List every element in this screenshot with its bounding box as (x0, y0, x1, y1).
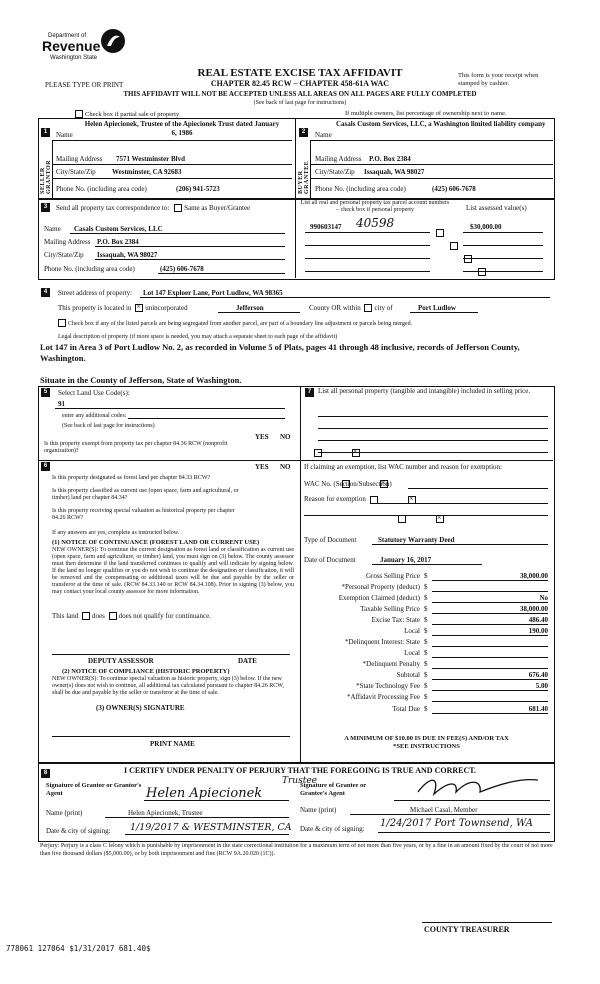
additional-codes-label: enter any additional codes: (62, 413, 127, 419)
seller-city-label: City/State/Zip (56, 168, 96, 176)
grantor-name-print-label: Name (print) (46, 809, 83, 817)
tax-row-currency: $ (424, 572, 428, 580)
grantor-name-print: Helen Apiecionek, Trustee (128, 809, 203, 817)
warning: THIS AFFIDAVIT WILL NOT BE ACCEPTED UNLESS ALL AREAS ON ALL PAGES ARE FULLY COMPLETED (123, 90, 477, 98)
city-name: Port Ludlow (418, 304, 456, 312)
grantor-date-label: Date & city of signing: (46, 827, 111, 835)
tax-row-currency: $ (424, 627, 428, 635)
date-label: DATE (238, 657, 257, 665)
trustee-handwritten: Trustee (282, 776, 317, 786)
historical-question: Is this property receiving special valuation as historical property per chapter 84.26 RCW? (52, 508, 235, 521)
segregated-label: Check box if any of the listed parcels are being segregated from another parcel, are part of a boundary line adjustment or parcels being merged. (68, 321, 413, 327)
parcel-3-personal-checkbox[interactable] (464, 255, 472, 263)
grantee-sig-label: Signature of Grantee or Grantee's Agent (300, 782, 367, 797)
seller-name: Helen Apiecionek, Trustee of the Apiecionek Trust dated January 6, 1986 (84, 120, 280, 137)
tax-row-currency: $ (424, 671, 428, 679)
reason-label: Reason for exemption (304, 495, 366, 503)
owner-signature-label: (3) OWNER(S) SIGNATURE (96, 704, 185, 712)
buyer-mailing: P.O. Box 2384 (369, 155, 411, 163)
partial-sale-label: Check box if partial sale of property (85, 111, 180, 118)
doc-type: Statutory Warranty Deed (378, 536, 455, 544)
buyer-name-label: Name (315, 131, 332, 139)
seller-phone: (206) 941-5723 (176, 185, 220, 193)
corr-mailing: P.O. Box 2384 (97, 238, 139, 246)
this-land-line (52, 612, 211, 620)
print-name-label: PRINT NAME (150, 740, 195, 748)
doc-date-label: Date of Document (304, 556, 356, 564)
notice2-title: (2) NOTICE OF COMPLIANCE (HISTORIC PROPERTY) (62, 668, 230, 675)
grantor-sig-label: Signature of Grantor or Grantor's Agent (46, 782, 142, 797)
parcel-4-personal-checkbox[interactable] (478, 268, 486, 276)
tax-row-currency: $ (424, 649, 428, 657)
county-or-label: County OR within (309, 304, 361, 312)
seller-mailing-label: Mailing Address (56, 155, 103, 163)
tax-row-currency: $ (424, 583, 428, 591)
correspondence-label: Send all property tax correspondence to: (56, 204, 170, 212)
please-type: PLEASE TYPE OR PRINT (45, 81, 124, 89)
notice1-title: (1) NOTICE OF CONTINUANCE (FOREST LAND OR CURRENT USE) (52, 539, 260, 546)
current-use-yes-checkbox[interactable] (370, 496, 378, 504)
segregated-line (58, 319, 412, 328)
dor-logo-icon (100, 28, 126, 54)
tax-row-label: *Delinquent Penalty (362, 660, 420, 668)
historical-no-checkbox[interactable] (436, 515, 444, 523)
parcel-1: 990603147 (310, 223, 342, 231)
parcel-2-personal-checkbox[interactable] (450, 242, 458, 250)
tax-row-label: Exemption Claimed (deduct) (338, 594, 420, 602)
seller-phone-label: Phone No. (including area code) (56, 185, 147, 193)
does-label: does (92, 612, 105, 620)
city-of-label: city of (374, 304, 393, 312)
does-not-label: does not qualify for continuance. (118, 612, 211, 620)
grantee-name-print-label: Name (print) (300, 806, 337, 814)
grantee-name-print: Michael Casal, Member (410, 806, 478, 814)
section-7-badge: 7 (305, 388, 314, 397)
tax-row-label: Subtotal (396, 671, 420, 679)
legal-description: Lot 147 in Area 3 of Port Ludlow No. 2, as recorded in Volume 5 of Plats, pages 41 through 48 inclusive, records of Jefferson County, Washington. (40, 342, 520, 363)
cashier-stamp: 778061 127064 $1/31/2017 681.40$ (6, 944, 151, 953)
tax-row-currency: $ (424, 605, 428, 613)
forest-question: Is this property designated as forest land per chapter 84.33 RCW? (52, 475, 211, 481)
street-label: Street address of property: (58, 289, 133, 297)
buyer-phone: (425) 606-7678 (432, 185, 476, 193)
exempt-no-checkbox[interactable] (352, 449, 360, 457)
tax-row-value: 486.40 (528, 616, 548, 624)
section-6-badge: 6 (41, 462, 50, 471)
exempt-yes-checkbox[interactable] (314, 449, 322, 457)
tax-row-currency: $ (424, 594, 428, 602)
exempt-question: Is this property exempt from property tax per chapter 84.36 RCW (nonprofit organization)? (44, 441, 228, 454)
land-use-see-back: (See back of last page for instructions) (62, 423, 155, 429)
historical-yes-checkbox[interactable] (398, 515, 406, 523)
situate: Situate in the County of Jefferson, State of Washington. (40, 375, 242, 385)
street-address: Lot 147 Exploer Lane, Port Ludlow, WA 98365 (143, 289, 283, 297)
section-8-badge: 8 (41, 769, 50, 778)
dept-line2: Revenue (42, 38, 101, 54)
tax-row-currency: $ (424, 616, 428, 624)
doc-date: January 16, 2017 (380, 556, 432, 564)
within-city-checkbox[interactable] (364, 304, 372, 312)
county-treasurer: COUNTY TREASURER (424, 925, 510, 934)
buyer-name: Casals Custom Services, LLC, a Washington limited liability company (336, 120, 546, 128)
tax-row-label: Excise Tax: State (371, 616, 420, 624)
legal-label: Legal description of property (if more space is needed, you may attach a separate sheet to each page of the affidavit) (58, 334, 338, 340)
tax-row-label: *Affidavit Processing Fee (347, 693, 420, 701)
no-header-2: NO (280, 463, 291, 471)
this-land-label: This land (52, 612, 79, 620)
minimum-note: A MINIMUM OF $10.00 IS DUE IN FEE(S) AND/OR TAX (344, 735, 509, 742)
see-instructions: *SEE INSTRUCTIONS (393, 743, 460, 750)
no-header-1: NO (280, 433, 291, 441)
tax-row-value: 38,000.00 (520, 605, 548, 613)
tax-row-label: Taxable Selling Price (360, 605, 420, 613)
tax-row-value: 676.40 (528, 671, 548, 679)
seller-name-label: Name (56, 131, 73, 139)
dept-line1: Department of (48, 33, 87, 39)
buyer-mailing-label: Mailing Address (315, 155, 362, 163)
section-3-badge: 3 (41, 203, 50, 212)
grantor-signature: Helen Apiecionek (146, 786, 263, 801)
tax-table (304, 572, 548, 717)
tax-row-currency: $ (424, 693, 428, 701)
tax-row-value: 681.40 (528, 705, 548, 713)
land-use-select-label: Select Land Use Code(s): (58, 389, 130, 397)
corr-phone-label: Phone No. (including area code) (44, 265, 135, 273)
exemption-label: If claiming an exemption, list WAC number and reason for exemption: (304, 463, 502, 471)
grantee-date-label: Date & city of signing: (300, 825, 365, 833)
multiple-owners: If multiple owners, list percentage of ownership next to name. (345, 110, 507, 117)
receipt-note: This form is your receipt when stamped by cashier. (458, 72, 539, 87)
located-label: This property is located in (58, 304, 132, 312)
tax-row-label: Local (404, 627, 420, 635)
corr-mailing-label: Mailing Address (44, 238, 91, 246)
seller-mailing: 7571 Westminster Blvd (116, 155, 185, 163)
tax-row-currency: $ (424, 660, 428, 668)
current-use-question: Is this property classified as current use (open space, farm and agricultural, or timber) land per chapter 84.34? (52, 488, 239, 501)
dept-line3: Washington State (50, 55, 98, 61)
unincorporated-checkbox[interactable] (135, 304, 143, 312)
doc-type-label: Type of Document (304, 536, 357, 544)
seller-city: Westminster, CA 92683 (112, 168, 182, 176)
same-as-buyer-checkbox[interactable] (174, 204, 182, 212)
section-4-badge: 4 (41, 288, 50, 297)
section-5-badge: 5 (41, 388, 50, 397)
dor-logo (42, 28, 128, 64)
personal-property-label: List all personal property (tangible and intangible) included in selling price. (318, 387, 531, 395)
tax-row-label: Gross Selling Price (365, 572, 420, 580)
corr-name: Casals Custom Services, LLC (74, 225, 163, 233)
county-name: Jefferson (236, 304, 264, 312)
tax-row-currency: $ (424, 638, 428, 646)
tax-row-label: Local (404, 649, 420, 657)
tax-row-label: *State Technology Fee (356, 682, 420, 690)
notice1-text: NEW OWNER(S): To continue the current designation as forest land or classification as current use (open space, farm and agriculture, or timber) land, you must sign on (3) below. The county assessor must then determine if the land transferred continues to qualify and will indicate by signing below. If the land no longer qualifies or you do not wish to continue the designation or classification, it will be removed and the compensating or additional taxes will be due and payable by the seller or transferor at the time of sale. (RCW 84.33.140 or RCW 84.34.108). Prior to signing (3) below, you may contact your local county assessor for more information. (52, 547, 294, 595)
if-yes-note: If any answers are yes, complete as instructed below. (52, 530, 180, 536)
grantee-date-city: 1/24/2017 Port Townsend, WA (380, 818, 533, 829)
buyer-city: Issaquah, WA 98027 (364, 168, 425, 176)
corr-phone: (425) 606-7678 (160, 265, 204, 273)
tax-row-value: 190.00 (528, 627, 548, 635)
segregated-checkbox[interactable] (58, 319, 66, 327)
seller-vertical-label: SELLER GRANTOR (40, 159, 52, 194)
wac-label: WAC No. (Section/Subsection) (304, 480, 392, 488)
section-1-badge: 1 (41, 128, 50, 137)
tax-row-value: No (539, 594, 548, 602)
tax-row-value: 38,000.00 (520, 572, 548, 580)
tax-row-label: Total Due (392, 705, 420, 713)
yes-header-2: YES (255, 463, 269, 471)
buyer-vertical-label: BUYER GRANTEE (298, 160, 310, 194)
parcels-header: List all real and personal property tax parcel account numbers – check box if personal property (300, 200, 450, 213)
grantee-signature (410, 774, 550, 800)
assessed-header: List assessed value(s) (466, 204, 527, 212)
certify-statement: I CERTIFY UNDER PENALTY OF PERJURY THAT THE FOREGOING IS TRUE AND CORRECT. (123, 766, 476, 775)
see-back-top: (See back of last page for instructions) (253, 100, 347, 106)
county-or-line (309, 304, 393, 312)
parcel-1-handwritten: 40598 (356, 216, 395, 230)
unincorporated-label: unincorporated (145, 304, 188, 312)
form-chapter: CHAPTER 82.45 RCW – CHAPTER 458-61A WAC (210, 79, 390, 88)
tax-row-label: *Personal Property (deduct) (341, 583, 420, 591)
tax-row-label: *Delinquent Interest: State (344, 638, 420, 646)
perjury-note: Perjury: Perjury is a class C felony which is punishable by imprisonment in the state correctional institution for a maximum term of not more than five years, or by a fine in an amount fixed by the court of not more than five thousand dollars ($5,000.00), or by both imprisonment and fine (RCW 9A.20.020 (1C)). (40, 843, 553, 857)
parcel-1-personal-checkbox[interactable] (436, 229, 444, 237)
tax-row-value: 5.00 (535, 682, 548, 690)
corr-city: Issaquah, WA 98027 (97, 251, 158, 259)
land-use-code: 91 (58, 400, 65, 408)
buyer-city-label: City/State/Zip (315, 168, 355, 176)
assessed-1: $30,000.00 (470, 223, 502, 231)
does-checkbox[interactable] (82, 612, 90, 620)
tax-row-currency: $ (424, 682, 428, 690)
same-as-buyer-label: Same as Buyer/Grantee (184, 204, 251, 212)
does-not-checkbox[interactable] (109, 612, 117, 620)
section-2-badge: 2 (299, 128, 308, 137)
tax-row-currency: $ (424, 705, 428, 713)
deputy-assessor-label: DEPUTY ASSESSOR (88, 657, 154, 665)
buyer-phone-label: Phone No. (including area code) (315, 185, 406, 193)
corr-name-label: Name (44, 225, 61, 233)
notice2-text: NEW OWNER(S): To continue special valuation as historic property, sign (3) below. If the new owner(s) does not wish to continue, all additional tax calculated pursuant to chapter 84.26 RCW, shall be due and payable by the seller or transferor at the time of sale. (52, 676, 284, 696)
correspondence-line (56, 204, 250, 212)
form-title: REAL ESTATE EXCISE TAX AFFIDAVIT (197, 67, 403, 79)
grantor-date-city: 1/19/2017 & WESTMINSTER, CA (130, 822, 292, 833)
grantee-signature-scribble (410, 774, 550, 800)
corr-city-label: City/State/Zip (44, 251, 84, 259)
yes-header-1: YES (255, 433, 269, 441)
located-line (58, 304, 188, 312)
